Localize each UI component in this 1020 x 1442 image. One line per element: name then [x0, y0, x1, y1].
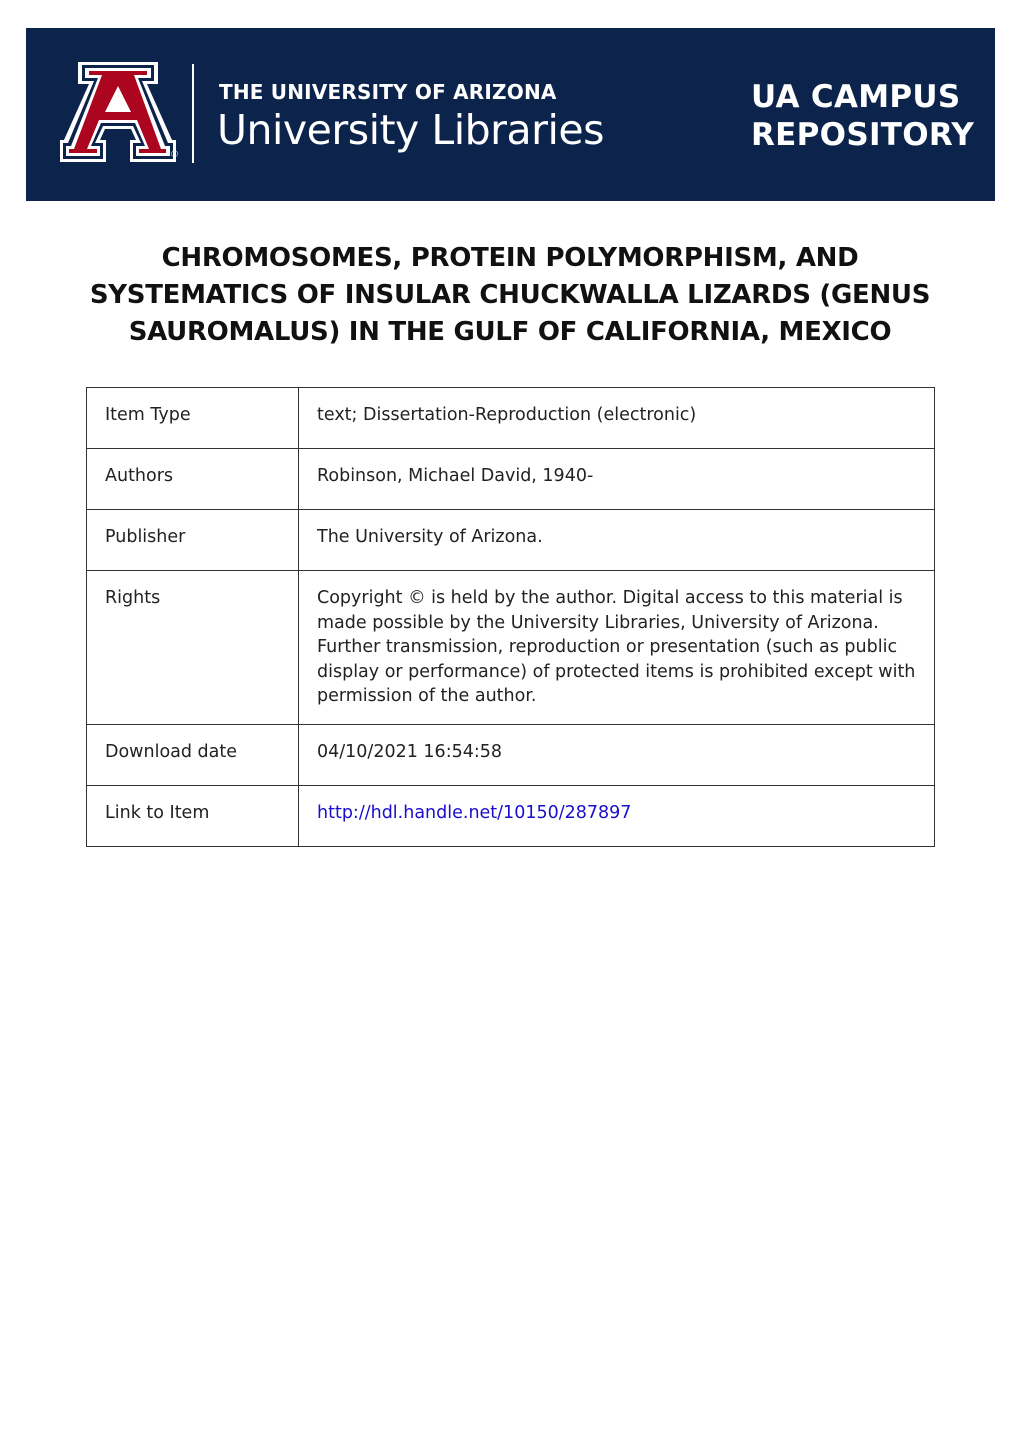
metadata-label: Publisher — [87, 510, 299, 571]
document-title: CHROMOSOMES, PROTEIN POLYMORPHISM, AND SYSTEMATICS OF INSULAR CHUCKWALLA LIZARDS (GENUS SAUROMALUS) IN THE GULF OF CALIFORNIA, MEXICO — [89, 243, 931, 347]
repository-line-2: REPOSITORY — [751, 117, 975, 153]
university-of-arizona-a-logo — [60, 62, 176, 162]
metadata-value: 04/10/2021 16:54:58 — [299, 724, 935, 785]
header-banner — [26, 28, 995, 201]
metadata-label: Link to Item — [87, 785, 299, 846]
repository-line-1: UA CAMPUS — [751, 79, 961, 115]
library-name: University Libraries — [217, 106, 604, 154]
metadata-table — [86, 387, 935, 847]
repository-name — [751, 78, 974, 154]
metadata-value-cell — [299, 785, 935, 846]
metadata-row-download-date — [87, 724, 935, 785]
metadata-row-item-type — [87, 388, 935, 449]
metadata-label: Item Type — [87, 388, 299, 449]
metadata-row-authors — [87, 449, 935, 510]
metadata-row-link — [87, 785, 935, 846]
metadata-label: Authors — [87, 449, 299, 510]
metadata-value: The University of Arizona. — [299, 510, 935, 571]
metadata-label: Rights — [87, 571, 299, 725]
metadata-row-rights — [87, 571, 935, 725]
registered-mark: ® — [170, 150, 179, 160]
item-link[interactable]: http://hdl.handle.net/10150/287897 — [317, 802, 632, 823]
university-name: THE UNIVERSITY OF ARIZONA — [219, 80, 557, 104]
metadata-label: Download date — [87, 724, 299, 785]
metadata-value: Robinson, Michael David, 1940- — [299, 449, 935, 510]
metadata-value: text; Dissertation-Reproduction (electronic) — [299, 388, 935, 449]
header-divider — [192, 64, 194, 163]
metadata-value: Copyright © is held by the author. Digital access to this material is made possible by the University Libraries, University of Arizona. Further transmission, reproduction or presentation (such as public display or performance) of protected items is prohibited except with permission of the author. — [299, 571, 935, 725]
metadata-row-publisher — [87, 510, 935, 571]
